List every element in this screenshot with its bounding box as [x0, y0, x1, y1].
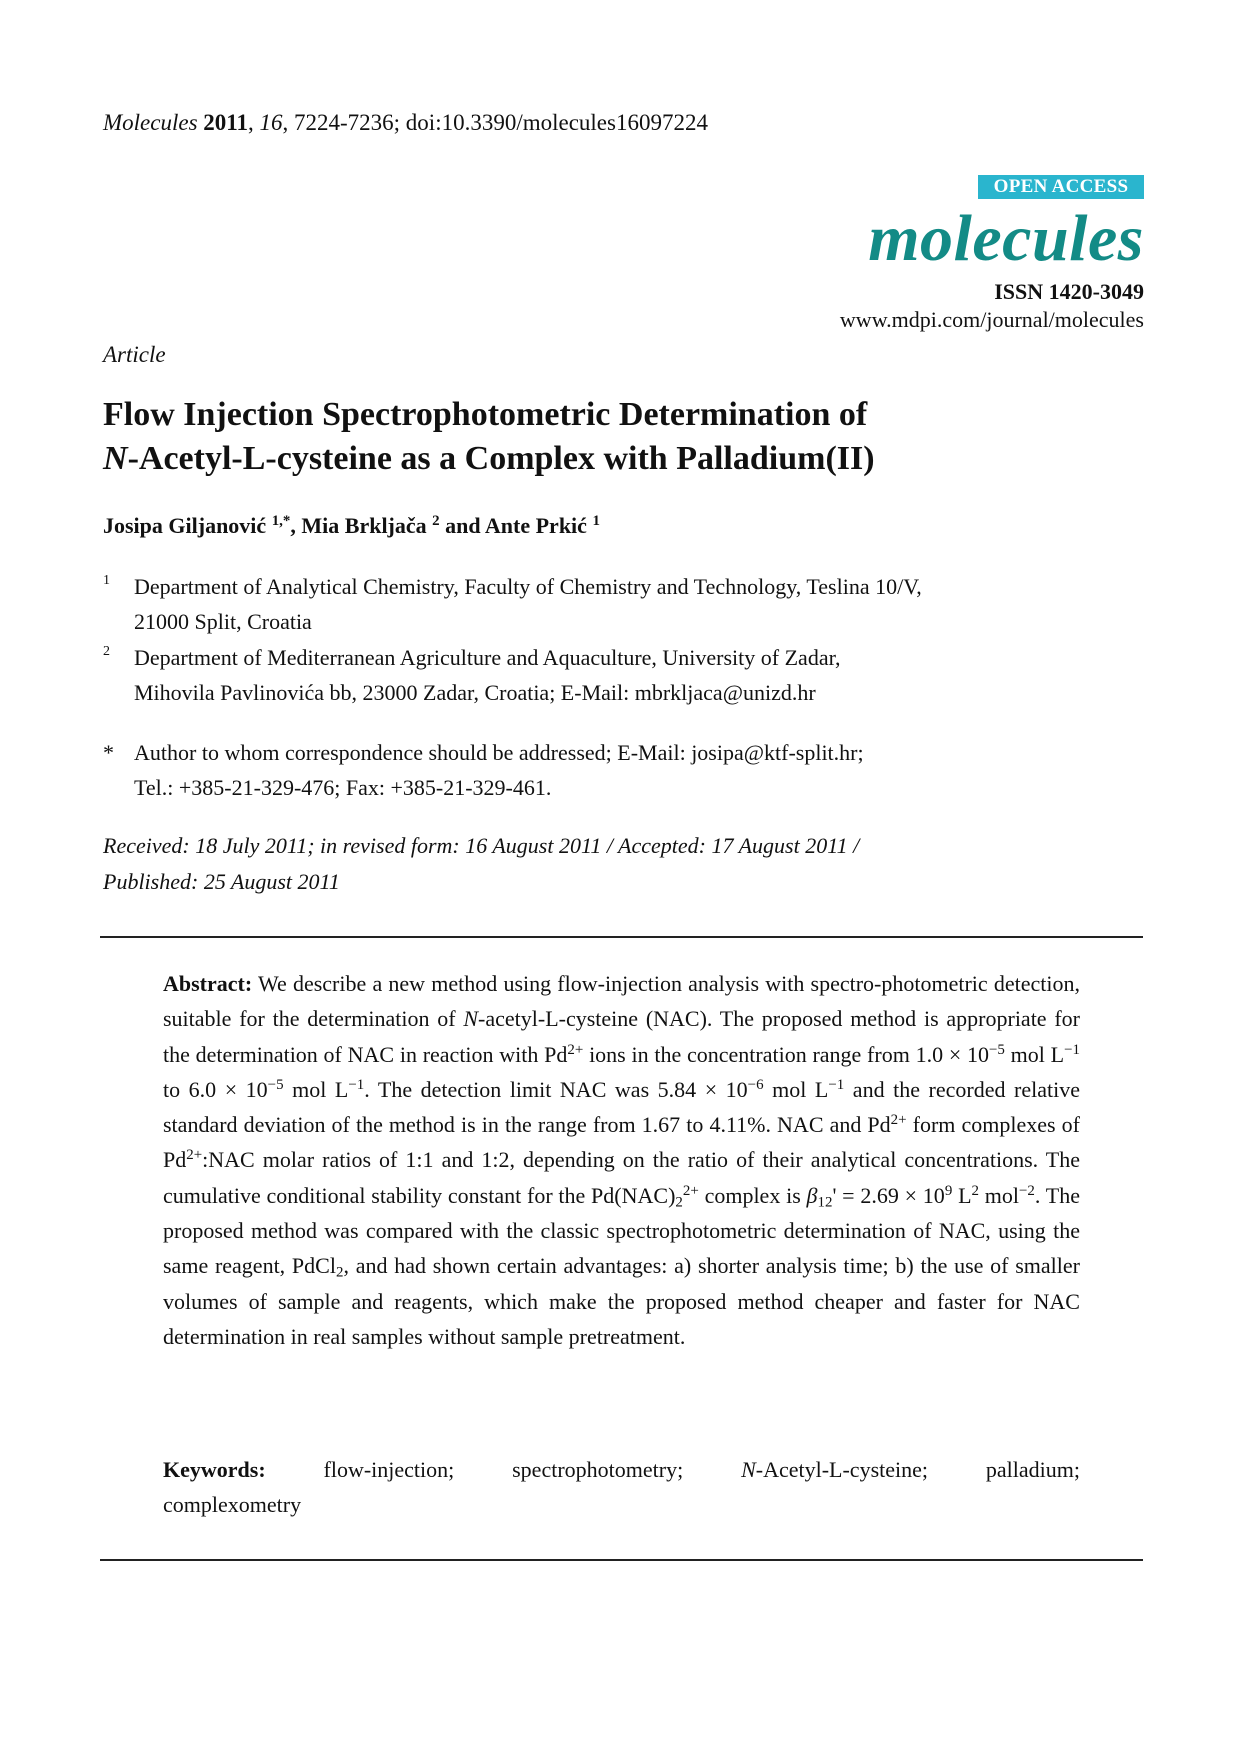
keywords [163, 1452, 1080, 1523]
author-list [103, 513, 600, 539]
correspondence-text: Tel.: +385-21-329-476; Fax: +385-21-329-461. [134, 775, 552, 800]
citation-journal: Molecules [103, 110, 198, 135]
citation-line: Molecules 2011, 16, 7224-7236; doi:10.3390/molecules16097224 [103, 110, 708, 135]
affiliation-mark: 2 [103, 644, 110, 659]
issn: ISSN 1420-3049 [994, 279, 1144, 304]
open-access-badge: OPEN ACCESS [978, 175, 1144, 199]
keyword: flow-injection; [323, 1457, 455, 1482]
keyword: palladium; [985, 1457, 1080, 1482]
author-separator: and [439, 513, 485, 538]
title-part: -Acetyl- [127, 440, 243, 477]
title-line-1: Flow Injection Spectrophotometric Determination of [103, 396, 868, 433]
author-name: Mia Brkljača [301, 513, 427, 538]
dates-line: Received: 18 July 2011; in revised form: 16 August 2011 / Accepted: 17 August 2011 / [103, 833, 860, 858]
citation-rest: , 7224-7236; doi:10.3390/molecules16097224 [282, 110, 708, 135]
author-affil-mark: 1,* [271, 512, 291, 529]
citation-year: 2011 [203, 110, 248, 135]
bottom-divider [100, 1559, 1143, 1561]
title-italic-n: N [103, 440, 128, 477]
author-name: Ante Prkić [484, 513, 587, 538]
keyword: complexometry [163, 1492, 302, 1518]
affiliation-text: Mihovila Pavlinovića bb, 23000 Zadar, Croatia; E-Mail: mbrkljaca@unizd.hr [134, 680, 816, 705]
dates-line: Published: 25 August 2011 [103, 869, 340, 894]
correspondence [103, 735, 1153, 805]
top-divider [100, 936, 1143, 938]
author-name: Josipa Giljanović [103, 513, 267, 538]
publication-dates [103, 828, 859, 900]
journal-url[interactable]: www.mdpi.com/journal/molecules [839, 307, 1144, 332]
author-affil-mark: 2 [432, 512, 440, 529]
affiliation-mark: 1 [103, 573, 110, 588]
keywords-label: Keywords: [163, 1457, 266, 1482]
author-affil-mark: 1 [592, 512, 600, 529]
keyword: N-Acetyl-L-cysteine; [741, 1457, 929, 1482]
affiliation-text: Department of Mediterranean Agriculture and Aquaculture, University of Zadar, [134, 645, 841, 670]
keyword: spectrophotometry; [512, 1457, 684, 1482]
citation-volume: 16 [259, 110, 283, 135]
correspondence-text: Author to whom correspondence should be addressed; E-Mail: josipa@ktf-split.hr; [134, 740, 864, 765]
affiliation-text: 21000 Split, Croatia [134, 609, 312, 634]
correspondence-mark: * [103, 740, 114, 765]
abstract: Abstract: We describe a new method using flow-injection analysis with spectro-photometric detection, suitable for the determination of N-acetyl-L-cysteine (NAC). The proposed method is appropriate for the determination of NAC in reaction with $Pd^{2+}$ ions in the concentration range from $1.0 \times 10^{-5}$ mol $L^{-1}$ to $6.0 \times 10^{-5}$ mol $L^{-1}$. The detection limit NAC was $5.84 \times 10^{-6}$ mol $L^{-1}$ and the recorded relative standard deviation of the method is in the range from 1.67 to 4.11%. NAC and $Pd^{2+}$ form complexes of $Pd^{2+}:NAC$ molar ratios of 1:1 and 1:2, depending on the ratio of their analytical concentrations. The cumulative conditional stability constant for the $Pd(NAC)_2^{2+}$ complex is $\beta_{12}' = 2.69 \times 10^9$ $L^2$ mol$^{-2}$. The proposed method was compared with the classic spectrophotometric determination of NAC, using the same reagent, PdCl$_2$, and had shown certain advantages: a) shorter analysis time; b) the use of smaller volumes of sample and reagents, which make the proposed method cheaper and faster for NAC determination in real samples without sample pretreatment. [163, 971, 1080, 1349]
article-type: Article [103, 342, 166, 367]
affiliation-text: Department of Analytical Chemistry, Faculty of Chemistry and Technology, Teslina 10/V, [134, 574, 922, 599]
abstract-label: Abstract: [163, 971, 253, 996]
journal-logo: molecules [868, 202, 1144, 275]
affiliation-1 [103, 569, 1153, 639]
title-smallcap-l: L [242, 440, 266, 477]
title-part: -cysteine as a Complex with Palladium(II) [265, 440, 875, 477]
affiliation-2 [103, 640, 1153, 710]
paper-title [103, 393, 1153, 481]
author-separator: , [290, 513, 302, 538]
